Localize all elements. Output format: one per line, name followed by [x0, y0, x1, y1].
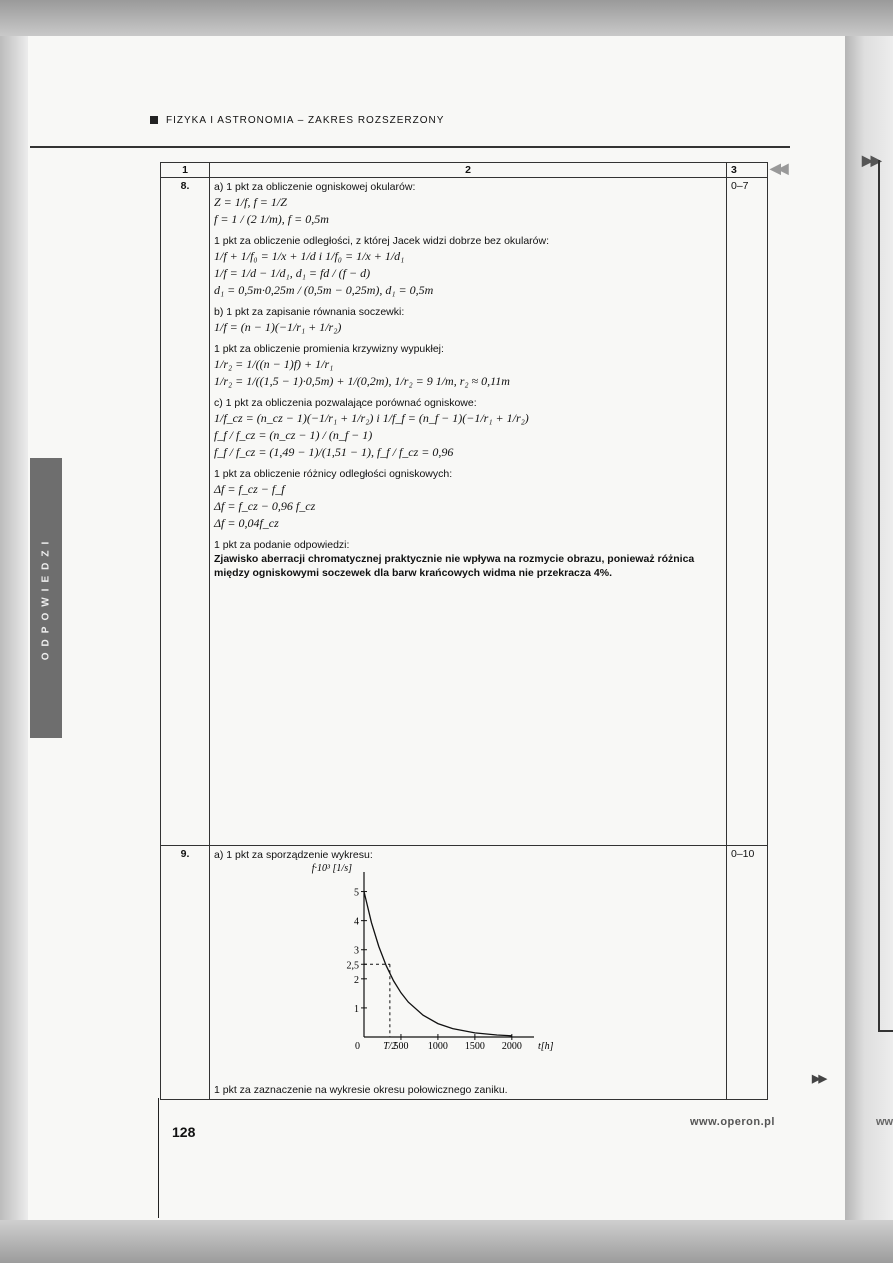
y-tick-label: 3	[354, 945, 359, 957]
header-separator: –	[297, 115, 305, 126]
formula: d₁ = 0,5m·0,25m / (0,5m − 0,25m), d₁ = 0,5m	[214, 283, 434, 297]
formula: f_f / f_cz = (n_cz − 1) / (n_f − 1)	[214, 428, 373, 442]
page-number: 128	[172, 1124, 196, 1140]
x-tick-label: 1500	[464, 1041, 485, 1052]
header-rule	[30, 146, 790, 148]
col-header: 3	[727, 163, 768, 178]
section-title: a) 1 pkt za obliczenie ogniskowej okularów:	[214, 181, 416, 193]
x-axis-label: t[h]	[538, 1041, 554, 1052]
table-row	[161, 846, 768, 1100]
section-title: 1 pkt za zaznaczenie na wykresie okresu połowicznego zaniku.	[214, 1084, 508, 1096]
formula: 1/f = (n − 1)(−1/r₁ + 1/r₂)	[214, 320, 342, 334]
formula: 1/f_cz = (n_cz − 1)(−1/r₁ + 1/r₂) i 1/f_f = (n_f − 1)(−1/r₁ + 1/r₂)	[214, 411, 529, 425]
formula: 1/f + 1/f₀ = 1/x + 1/d i 1/f₀ = 1/x + 1/d₁	[214, 249, 405, 263]
solution-cell	[210, 846, 727, 1100]
half-life-label: T/2	[383, 1041, 397, 1052]
next-page-arrows-icon: ▶▶	[862, 152, 880, 168]
page-left-strip	[0, 36, 28, 1220]
scan-bottom-border	[0, 1220, 893, 1263]
section-title: c) 1 pkt za obliczenia pozwalające porównać ogniskowe:	[214, 397, 477, 409]
header-square-icon	[150, 116, 158, 124]
question-number: 8.	[161, 178, 210, 846]
y-tick-label: 5	[354, 887, 359, 899]
points-range: 0–7	[727, 178, 768, 846]
answer-table	[160, 162, 768, 1100]
col-header: 2	[210, 163, 727, 178]
side-tab-label: ODPOWIEDZI	[40, 535, 52, 661]
footer-arrows-icon: ▶▶	[812, 1073, 825, 1085]
header-subject: FIZYKA I ASTRONOMIA	[166, 115, 294, 126]
col-header: 1	[161, 163, 210, 178]
answer-text: Zjawisko aberracji chromatycznej praktycznie nie wpływa na rozmycie obrazu, ponieważ różnica między ogniskowymi soczewek dla barw krańcowych widma nie przekracza 4%.	[214, 553, 695, 579]
section-title: 1 pkt za obliczenie promienia krzywizny wypukłej:	[214, 343, 444, 355]
page-header	[150, 115, 444, 126]
table-header-row	[161, 163, 768, 178]
x-tick-label: 500	[393, 1041, 409, 1052]
y-tick-label: 1	[354, 1003, 359, 1015]
section-title: 1 pkt za obliczenie odległości, z której Jacek widzi dobrze bez okularów:	[214, 235, 550, 247]
answers-side-tab	[30, 458, 62, 738]
section-title: 1 pkt za obliczenie różnicy odległości ogniskowych:	[214, 468, 453, 480]
formula: Δf = f_cz − 0,96 f_cz	[214, 499, 316, 513]
margin-arrows-icon: ◀◀	[770, 160, 786, 176]
y-tick-label: 4	[354, 916, 359, 928]
formula: f_f / f_cz = (1,49 − 1)/(1,51 − 1), f_f / f_cz = 0,96	[214, 445, 454, 459]
question-number: 9.	[161, 846, 210, 1100]
decay-curve	[364, 892, 512, 1036]
y-axis-label: f·10³ [1/s]	[311, 863, 352, 874]
section-title: a) 1 pkt za sporządzenie wykresu:	[214, 849, 373, 861]
formula: 1/r₂ = 1/((n − 1)f) + 1/r₁	[214, 357, 334, 371]
points-range: 0–10	[727, 846, 768, 1100]
y-tick-label: 2	[354, 974, 359, 986]
origin-label: 0	[355, 1041, 360, 1052]
section-title: b) 1 pkt za zapisanie równania soczewki:	[214, 306, 405, 318]
decay-chart	[294, 862, 554, 1062]
formula: Δf = 0,04f_cz	[214, 516, 279, 530]
table-row	[161, 178, 768, 846]
header-scope: ZAKRES ROZSZERZONY	[308, 115, 445, 126]
page-margin-line	[158, 1098, 159, 1218]
website: www.operon.pl	[690, 1116, 775, 1128]
formula: f = 1 / (2 1/m), f = 0,5m	[214, 212, 329, 226]
solution-cell	[210, 178, 727, 846]
next-page-website: ww	[876, 1116, 893, 1128]
next-page-table-frame	[878, 160, 893, 1032]
scan-top-border	[0, 0, 893, 36]
section-title: 1 pkt za podanie odpowiedzi:	[214, 539, 350, 551]
formula: 1/f = 1/d − 1/d₁, d₁ = fd / (f − d)	[214, 266, 371, 280]
formula: 1/r₂ = 1/((1,5 − 1)·0,5m) + 1/(0,2m), 1/r₂ = 9 1/m, r₂ ≈ 0,11m	[214, 374, 510, 388]
formula: Z = 1/f, f = 1/Z	[214, 195, 287, 209]
formula: Δf = f_cz − f_f	[214, 482, 285, 496]
x-tick-label: 2000	[501, 1041, 522, 1052]
y-tick-label: 2,5	[346, 960, 359, 972]
x-tick-label: 1000	[427, 1041, 448, 1052]
